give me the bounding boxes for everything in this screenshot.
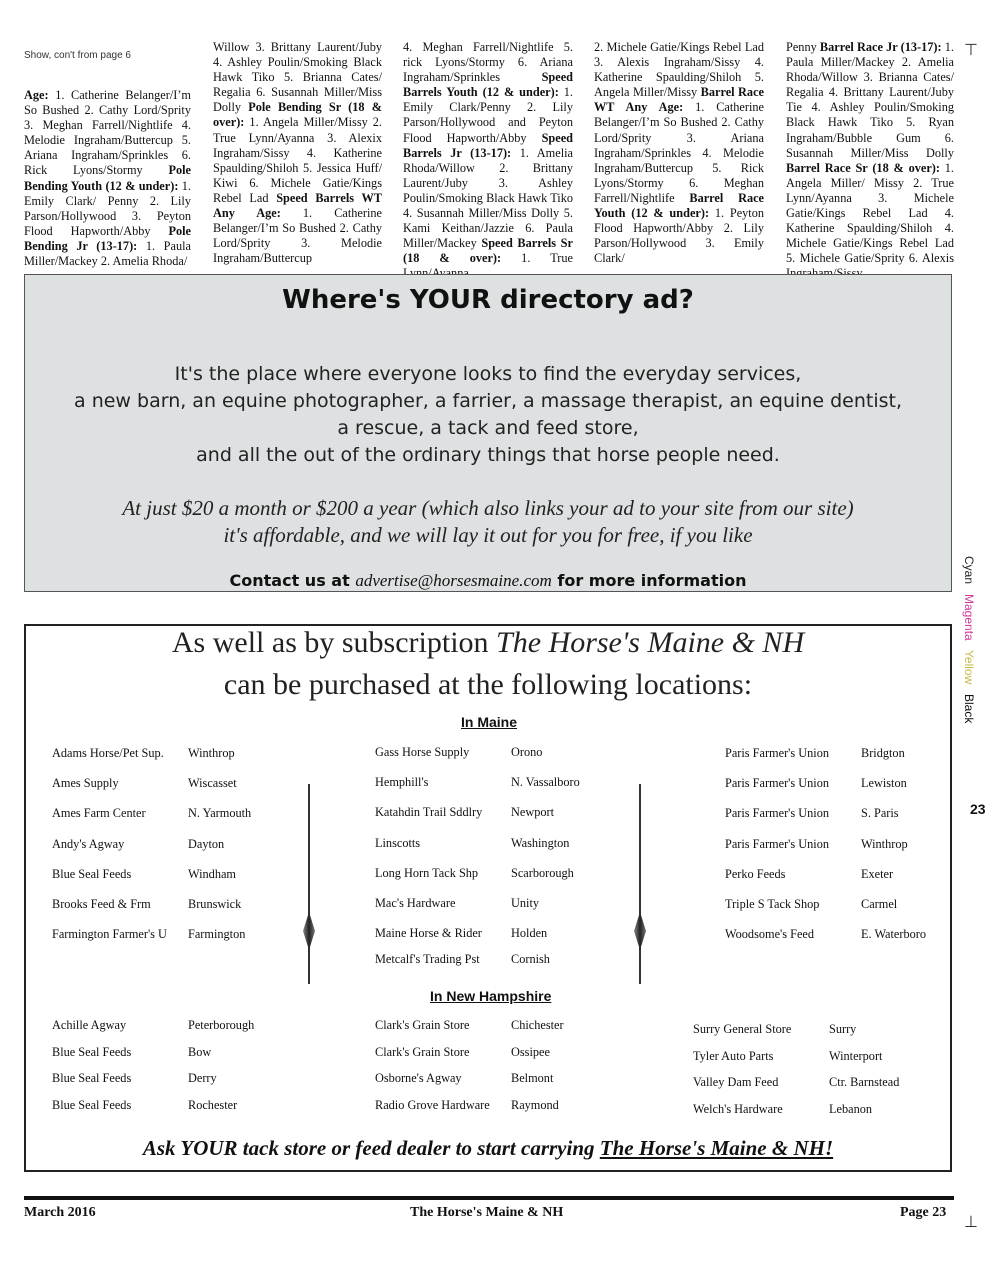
store-town: Lebanon	[829, 1101, 873, 1116]
results-column-4	[594, 40, 764, 266]
ad-price-line: At just $20 a month or $200 a year (which also links your ad to your site from our site)	[122, 496, 854, 520]
store-town: Exeter	[861, 866, 894, 881]
heading-subscription-text: As well as by subscription	[171, 626, 489, 659]
region-label-maine: In Maine	[461, 714, 518, 730]
store-name: Farmington Farmer's U	[52, 927, 167, 942]
store-town: Scarborough	[511, 865, 574, 880]
store-name: Andy's Agway	[52, 836, 125, 851]
region-label-new-hampshire: In New Hampshire	[430, 988, 552, 1004]
results-text: 2. Michele Gatie/Kings Rebel Lad 3. Alexis Ingraham/Sissy 4. Katherine Spaulding/Shiloh 5. Angela Miller/Missy	[594, 40, 764, 100]
store-town: Newport	[511, 805, 555, 820]
ad-price-line: it's affordable, and we will lay it out for you for free, if you like	[223, 523, 753, 547]
store-town: Winthrop	[861, 836, 908, 851]
results-text: 1. Peyton Flood Hapworth/Abby 2. Lily Parson/Hollywood 3. Emily Clark/	[594, 206, 765, 266]
store-town: Derry	[188, 1071, 217, 1085]
footer-rule	[24, 1196, 954, 1200]
ad-contact-pre: Contact us at	[229, 571, 350, 590]
column-divider-right	[639, 784, 641, 984]
store-town: N. Vassalboro	[511, 775, 580, 790]
results-column-2	[213, 40, 382, 266]
store-name: Gass Horse Supply	[375, 745, 470, 759]
crop-mark-top: ⊤	[964, 40, 978, 59]
store-name: Triple S Tack Shop	[725, 897, 820, 911]
ad-contact	[25, 573, 951, 589]
side-page-number: 23	[970, 801, 986, 817]
store-name: Katahdin Trail Sddlry	[375, 805, 483, 820]
store-name: Woodsome's Feed	[725, 927, 815, 942]
footer-page: Page 23	[900, 1205, 947, 1220]
event-heading: Speed Barrels WT Any Age:	[213, 190, 383, 221]
store-town: E. Waterboro	[861, 927, 927, 942]
color-registration-labels	[962, 556, 992, 726]
results-text: 1. Emily Clark/ Penny 2. Lily Parson/Hollywood 3. Peyton Flood Hapworth/Abby	[24, 178, 192, 238]
store-name: Clark's Grain Store	[375, 1018, 470, 1032]
results-text: 1. Angela Miller/ Missy 2. True Lynn/Ayanna 3. Michele Gatie/Kings Rebel Lad 4. Katherine Spaulding/Shiloh 4. Michele Gatie/Kings Rebel Lad 5. Michele Gatie/Sprity 6. Alexis	[786, 160, 954, 266]
store-name: Tyler Auto Parts	[693, 1048, 774, 1063]
event-heading: Barrel Race Sr (18 & over):	[786, 160, 940, 175]
ad-contact-email[interactable]: advertise@horsesmaine.com	[355, 571, 552, 590]
store-name: Radio Grove Hardware	[375, 1097, 490, 1112]
ad-line: a rescue, a tack and feed store,	[337, 417, 639, 439]
results-text: 1. Emily Clark/Penny 2. Lily Parson/Hollywood and Peyton Flood Hapworth/Abby	[403, 85, 573, 145]
event-heading: Pole Bending Sr (18 & over):	[213, 100, 382, 130]
footer-publication: The Horse's Maine & NH	[410, 1205, 564, 1220]
directory-ad-box	[24, 274, 952, 592]
locations-footer	[26, 1136, 950, 1161]
event-heading: Barrel Race WT Any Age:	[594, 85, 764, 115]
store-name: Blue Seal Feeds	[52, 1071, 132, 1085]
store-town: Bow	[188, 1044, 212, 1059]
results-text: 1. Angela Miller/Missy 2. True Lynn/Ayanna 3. Alexix Ingraham/Sissy 4. Katherine Spaulding/Shiloh 5. Jessica Huff/ Kiwi 6. Michele Gatie/Kings Rebel Lad	[213, 115, 382, 205]
ad-line: a new barn, an equine photographer, a farrier, a massage therapist, an equine dentist,	[74, 390, 902, 412]
store-town: Windham	[188, 866, 236, 881]
store-town: Belmont	[511, 1071, 554, 1085]
store-name: Linscotts	[375, 835, 421, 850]
ad-title: Where's YOUR directory ad?	[282, 285, 694, 315]
column-divider-left	[308, 784, 310, 984]
footer-publication-name: The Horse's Maine & NH!	[599, 1136, 834, 1160]
locations-heading-1	[26, 626, 950, 660]
results-text: 1. Catherine Belanger/I’m So Bushed 2. Cathy Lord/Sprity 3. Meghan Farrell/Nightlife 4. Melodie Ingraham/Buttercup 5. Ariana Ingraham/Sprinkles 6. Rick Lyons/Stormy	[24, 88, 191, 178]
results-text: 1. Paula Miller/Mackey 2. Amelia Rhoda/Willow 3. Brianna Cates/ Regalia 4. Brittany Laurent/Juby Tie 4. Ashley Poulin/Smoking Black Hawk Tiko 5. Ryan Ingraham/Bubble Gum 6. Susannah Miller/Miss Dolly	[786, 40, 954, 160]
store-name: Blue Seal Feeds	[52, 1097, 132, 1112]
store-name: Brooks Feed & Frm	[52, 897, 151, 911]
store-name: Adams Horse/Pet Sup.	[52, 746, 164, 760]
event-heading: Speed Barrels Jr (13-17):	[403, 130, 573, 160]
store-name: Perko Feeds	[725, 866, 786, 881]
results-column-3	[403, 40, 573, 282]
store-name: Surry General Store	[693, 1022, 792, 1036]
store-town: Winterport	[829, 1048, 883, 1063]
store-name: Mac's Hardware	[375, 896, 456, 910]
event-heading: Speed Barrels Sr (18 & over):	[403, 236, 573, 266]
heading-publication-name: The Horse's Maine & NH	[496, 626, 805, 659]
ad-line: and all the out of the ordinary things that horse people need.	[196, 444, 780, 466]
results-column-1	[24, 88, 191, 269]
footer-date: March 2016	[24, 1205, 96, 1220]
event-heading: Speed Barrels Youth (12 & under):	[403, 70, 573, 100]
store-town: Unity	[511, 896, 540, 910]
store-town: Peterborough	[188, 1018, 255, 1032]
store-name: Hemphill's	[375, 775, 429, 790]
store-town: Raymond	[511, 1097, 559, 1112]
results-text: 1. Amelia Rhoda/Willow 2. Brittany Laurent/Juby 3. Ashley Poulin/Smoking Black Hawk Tiko 4. Susannah Miller/Miss Dolly 5. Kami Keithan/Jazzie 6. Paula Miller/Mackey	[403, 145, 573, 251]
results-text: 1. True	[521, 251, 573, 266]
store-town: Surry	[829, 1022, 857, 1036]
event-heading: Barrel Race Youth (12 & under):	[594, 190, 765, 221]
results-text: Penny	[786, 40, 820, 54]
store-name: Paris Farmer's Union	[725, 836, 829, 851]
color-label: Cyan	[962, 556, 976, 585]
crop-mark-bottom: ⊥	[964, 1212, 978, 1231]
store-town: Rochester	[188, 1097, 238, 1112]
event-heading: Age:	[24, 88, 49, 102]
store-name: Ames Supply	[52, 776, 119, 791]
results-text: 1. Catherine Belanger/I’m So Bushed 2. Cathy Lord/Sprity 3. Ariana Ingraham/Sprinkles 4. Melodie Ingraham/Buttercup 5. Rick Lyons/Stormy 6. Meghan Farrell/Nightlife	[594, 100, 764, 205]
color-label: Magenta	[962, 594, 976, 641]
continued-label: Show, con't from page 6	[24, 50, 131, 61]
store-town: S. Paris	[861, 806, 899, 821]
store-town: Bridgton	[861, 746, 905, 760]
store-name: Clark's Grain Store	[375, 1044, 470, 1059]
store-town: Chichester	[511, 1018, 564, 1032]
ad-line: It's the place where everyone looks to find the everyday services,	[174, 363, 802, 385]
store-name: Paris Farmer's Union	[725, 806, 829, 821]
store-name: Valley Dam Feed	[693, 1075, 779, 1089]
results-text: Willow 3. Brittany Laurent/Juby 4. Ashley Poulin/Smoking Black Hawk Tiko 5. Brianna Cates/ Regalia 6. Susannah Miller/Miss Dolly	[213, 40, 382, 115]
store-name: Maine Horse & Rider	[375, 926, 482, 941]
store-town: Brunswick	[188, 897, 242, 911]
event-heading: Pole Bending Jr (13-17):	[24, 223, 191, 253]
store-name: Paris Farmer's Union	[725, 776, 829, 791]
store-town: Holden	[511, 926, 548, 941]
store-name: Achille Agway	[52, 1018, 127, 1032]
store-town: Cornish	[511, 952, 550, 966]
store-name: Paris Farmer's Union	[725, 746, 829, 760]
results-column-5	[786, 40, 954, 282]
store-name: Osborne's Agway	[375, 1071, 462, 1085]
locations-heading-2: can be purchased at the following locations:	[223, 668, 753, 701]
event-heading: Pole Bending Youth (12 & under):	[24, 163, 191, 193]
locations-box	[24, 624, 952, 1172]
store-name: Metcalf's Trading Pst	[375, 952, 480, 966]
store-town: N. Yarmouth	[188, 806, 252, 821]
store-town: Washington	[511, 835, 570, 850]
results-text: 4. Meghan Farrell/Nightlife 5. rick Lyons/Stormy 6. Ariana Ingraham/Sprinkles	[403, 40, 573, 85]
color-label: Yellow	[962, 650, 976, 685]
store-name: Ames Farm Center	[52, 806, 146, 821]
store-name: Long Horn Tack Shp	[375, 865, 479, 880]
ad-contact-post: for more information	[557, 571, 747, 590]
store-town: Orono	[511, 745, 543, 759]
store-name: Blue Seal Feeds	[52, 1044, 132, 1059]
store-town: Ossipee	[511, 1044, 550, 1059]
store-town: Carmel	[861, 897, 898, 911]
store-name: Welch's Hardware	[693, 1101, 783, 1116]
store-town: Lewiston	[861, 776, 907, 791]
store-town: Winthrop	[188, 746, 235, 760]
store-name: Blue Seal Feeds	[52, 866, 132, 881]
store-town: Dayton	[188, 836, 225, 851]
store-town: Farmington	[188, 927, 246, 942]
color-label: Black	[962, 694, 976, 724]
store-town: Ctr. Barnstead	[829, 1075, 900, 1089]
store-town: Wiscasset	[188, 776, 237, 791]
results-text: 1. Paula Miller/Mackey 2. Amelia Rhoda/	[24, 238, 191, 269]
footer-ask-text: Ask YOUR tack store or feed dealer to start carrying	[142, 1136, 595, 1160]
event-heading: Barrel Race Jr (13-17):	[819, 40, 942, 54]
results-text: 1. Catherine Belanger/I’m So Bushed 2. Cathy Lord/Sprity 3. Melodie Ingraham/Buttercup	[213, 206, 382, 266]
